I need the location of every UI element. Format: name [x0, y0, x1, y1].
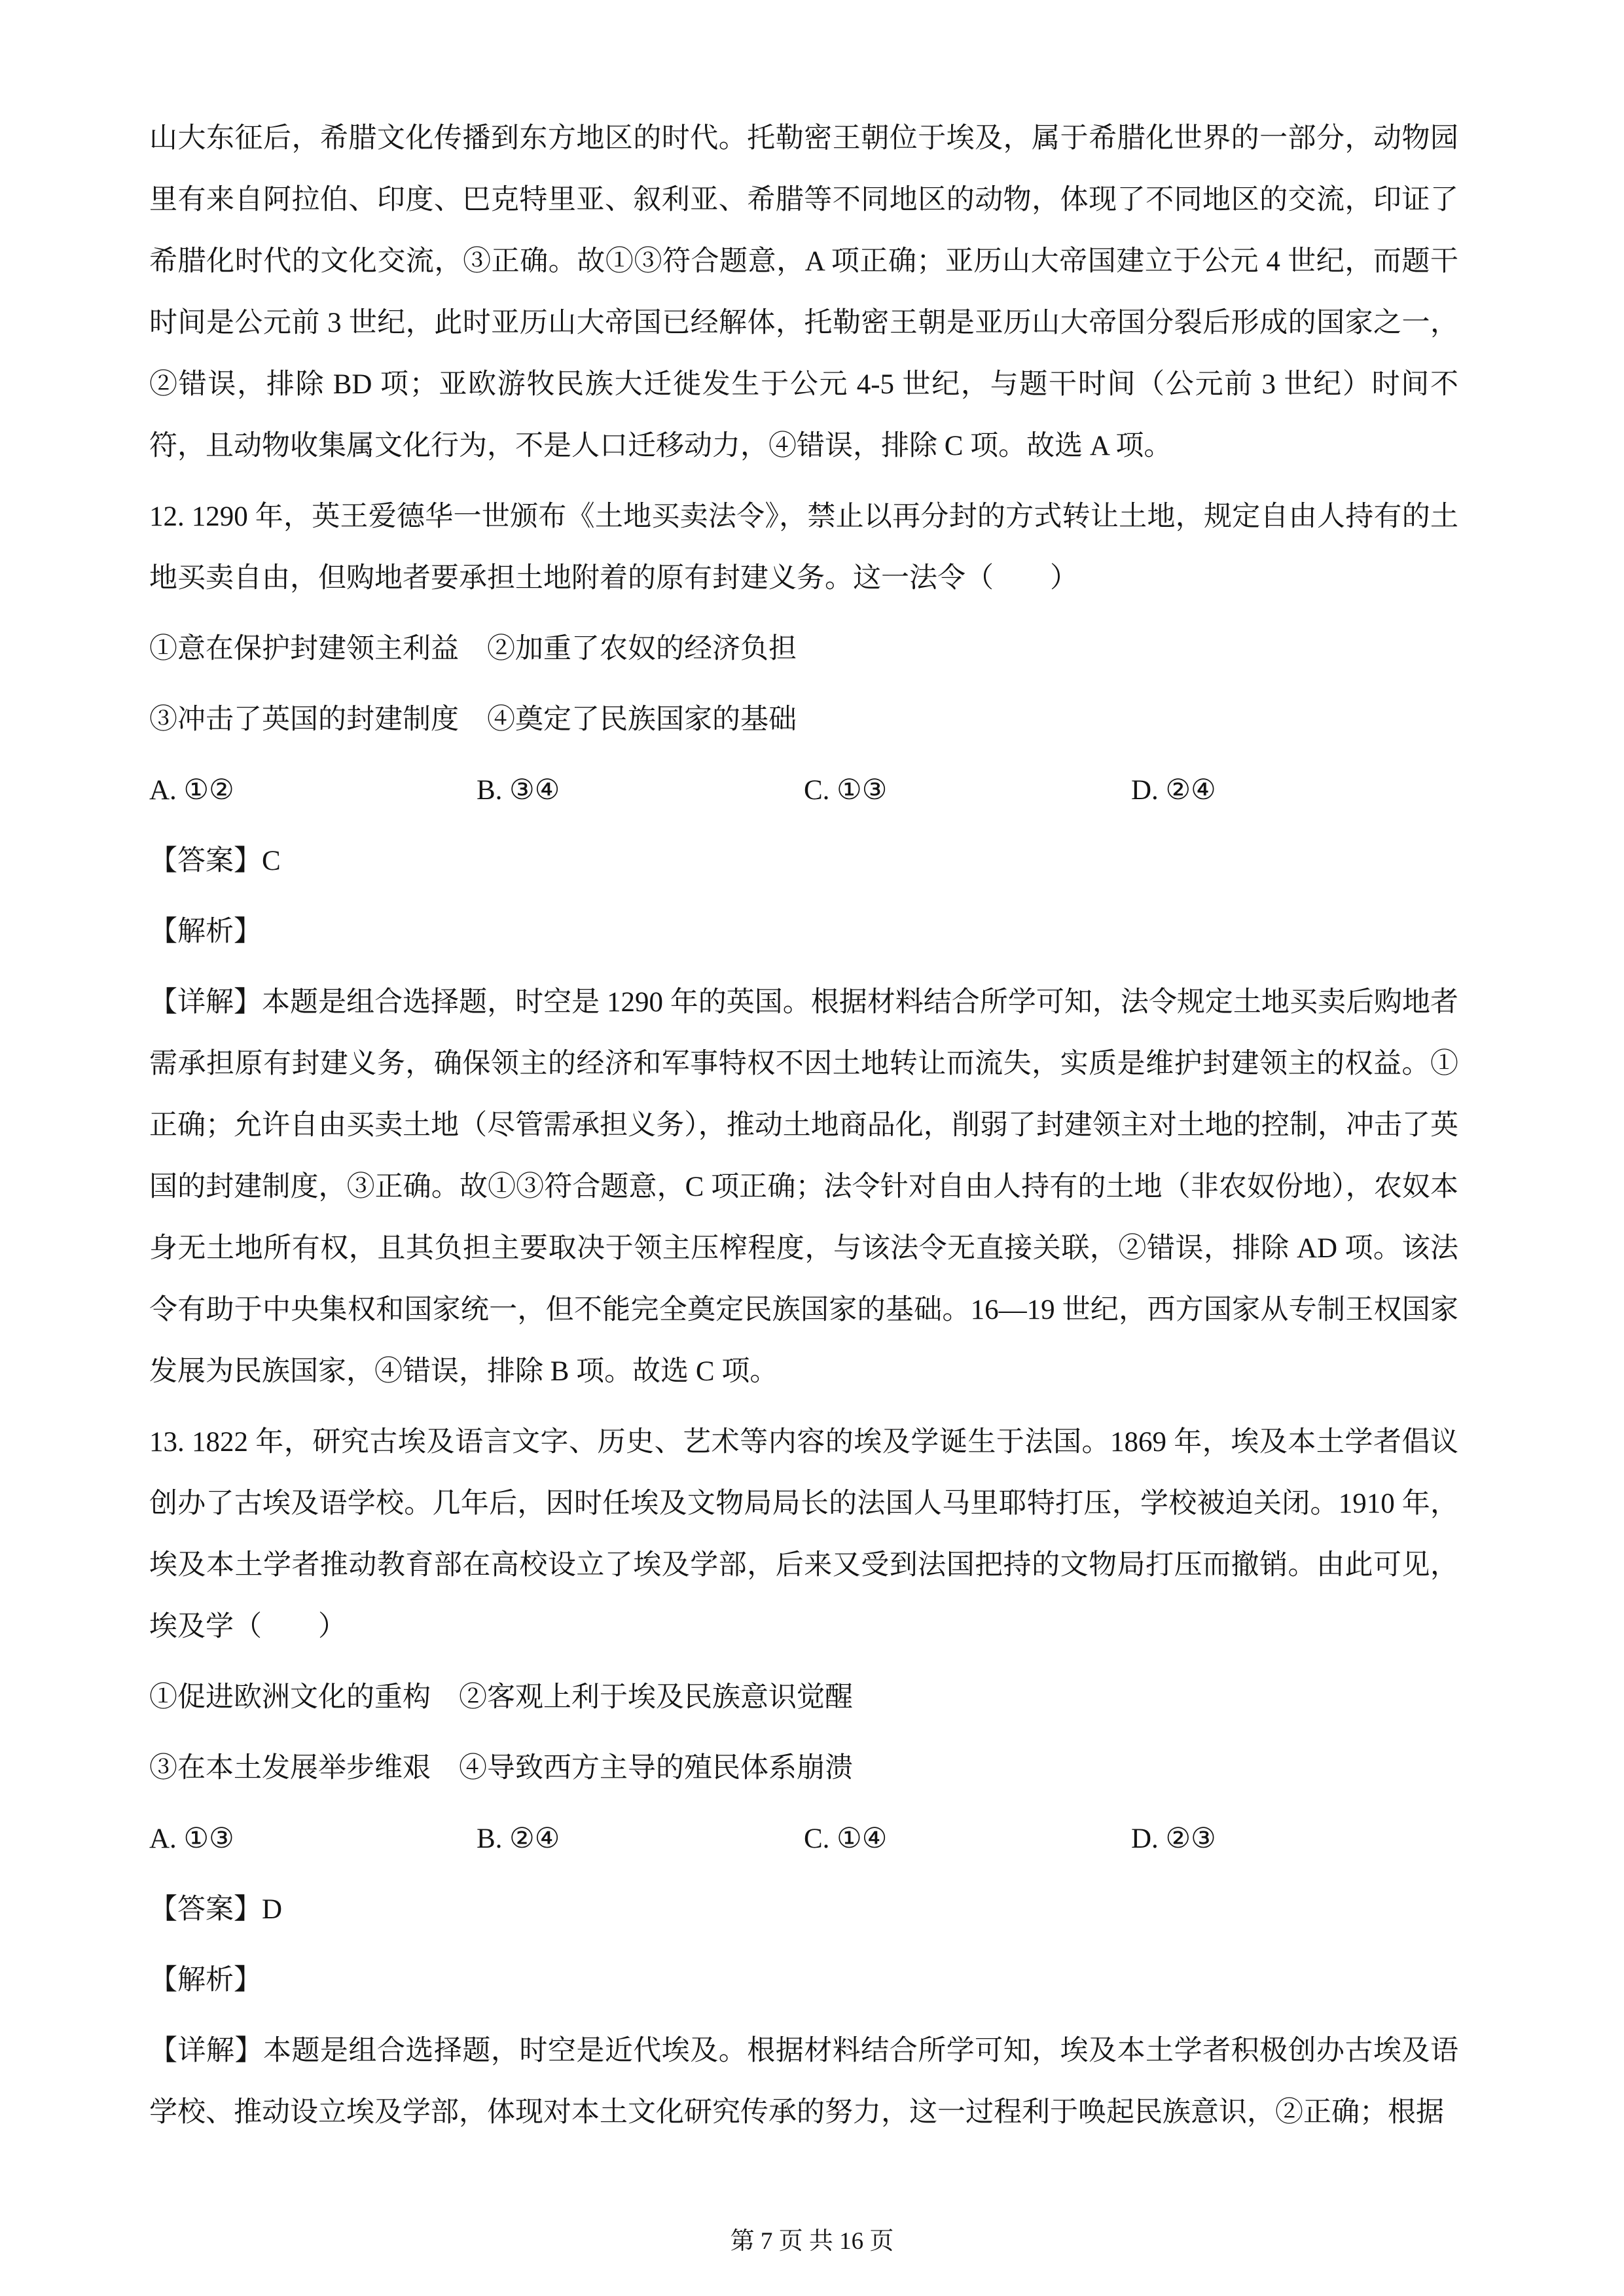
- question-13-choice-c: C. ①④: [804, 1823, 888, 1854]
- question-13-stem: 13. 1822 年，研究古埃及语言文字、历史、艺术等内容的埃及学诞生于法国。1869 年，埃及本土学者倡议创办了古埃及语学校。几年后，因时任埃及文物局局长的法国人马里耶特打压，学校被迫关闭。1910 年，埃及本土学者推动教育部在高校设立了埃及学部，后来又受到法国把持的文物局打压而撤销。由此可见，埃及学（ ）: [149, 1427, 1458, 1642]
- question-12-choice-a: A. ①②: [149, 775, 234, 806]
- question-12-choices: [149, 760, 1458, 821]
- question-12-choice-d: D. ②④: [1131, 775, 1216, 806]
- page-content: [149, 108, 1458, 2144]
- question-12-stem: 12. 1290 年，英王爱德华一世颁布《土地买卖法令》，禁止以再分封的方式转让土地，规定自由人持有的土地买卖自由，但购地者要承担土地附着的原有封建义务。这一法令（ ）: [149, 501, 1458, 594]
- question-13-option-line-2: ③在本土发展举步维艰 ④导致西方主导的殖民体系崩溃: [149, 1753, 853, 1784]
- question-12-choice-b: B. ③④: [477, 775, 560, 806]
- question-13-detail-analysis: 【详解】本题是组合选择题，时空是近代埃及。根据材料结合所学可知，埃及本土学者积极创办古埃及语学校、推动设立埃及学部，体现对本土文化研究传承的努力，这一过程利于唤起民族意识，②正确；根据: [149, 2036, 1458, 2128]
- question-12-analysis-label: 【解析】: [149, 916, 262, 947]
- question-13-choices: [149, 1808, 1458, 1870]
- question-13-option-line-1: ①促进欧洲文化的重构 ②客观上利于埃及民族意识觉醒: [149, 1682, 853, 1713]
- question-13-choice-d: D. ②③: [1131, 1823, 1216, 1854]
- question-13-analysis-label: 【解析】: [149, 1965, 262, 1996]
- question-12-option-line-1: ①意在保护封建领主利益 ②加重了农奴的经济负担: [149, 634, 797, 664]
- question-13-choice-b: B. ②④: [477, 1823, 560, 1854]
- question-12-choice-c: C. ①③: [804, 775, 888, 806]
- question-13-answer-line: 【答案】D: [149, 1894, 283, 1925]
- question-13-choice-a: A. ①③: [149, 1823, 234, 1854]
- prev-question-analysis-continuation: 山大东征后，希腊文化传播到东方地区的时代。托勒密王朝位于埃及，属于希腊化世界的一部分，动物园里有来自阿拉伯、印度、巴克特里亚、叙利亚、希腊等不同地区的动物，体现了不同地区的交流，印证了希腊化时代的文化交流，③正确。故①③符合题意，A 项正确；亚历山大帝国建立于公元 4 世纪，而题干时间是公元前 3 世纪，此时亚历山大帝国已经解体，托勒密王朝是亚历山大帝国分裂后形成的国家之一，②错误，排除 BD 项；亚欧游牧民族大迁徙发生于公元 4-5 世纪，与题干时间（公元前 3 世纪）时间不符，且动物收集属文化行为，不是人口迁移动力，④错误，排除 C 项。故选 A 项。: [149, 123, 1458, 461]
- question-12-answer-line: 【答案】C: [149, 846, 281, 876]
- question-12-option-line-2: ③冲击了英国的封建制度 ④奠定了民族国家的基础: [149, 704, 797, 735]
- page-footer: 第 7 页 共 16 页: [730, 2228, 894, 2255]
- question-12-detail-analysis: 【详解】本题是组合选择题，时空是 1290 年的英国。根据材料结合所学可知，法令规定土地买卖后购地者需承担原有封建义务，确保领主的经济和军事特权不因土地转让而流失，实质是维护封建领主的权益。①正确；允许自由买卖土地（尽管需承担义务），推动土地商品化，削弱了封建领主对土地的控制，冲击了英国的封建制度，③正确。故①③符合题意，C 项正确；法令针对自由人持有的土地（非农奴份地），农奴本身无土地所有权，且其负担主要取决于领主压榨程度，与该法令无直接关联，②错误，排除 AD 项。该法令有助于中央集权和国家统一，但不能完全奠定民族国家的基础。16—19 世纪，西方国家从专制王权国家发展为民族国家，④错误，排除 B 项。故选 C 项。: [149, 987, 1458, 1387]
